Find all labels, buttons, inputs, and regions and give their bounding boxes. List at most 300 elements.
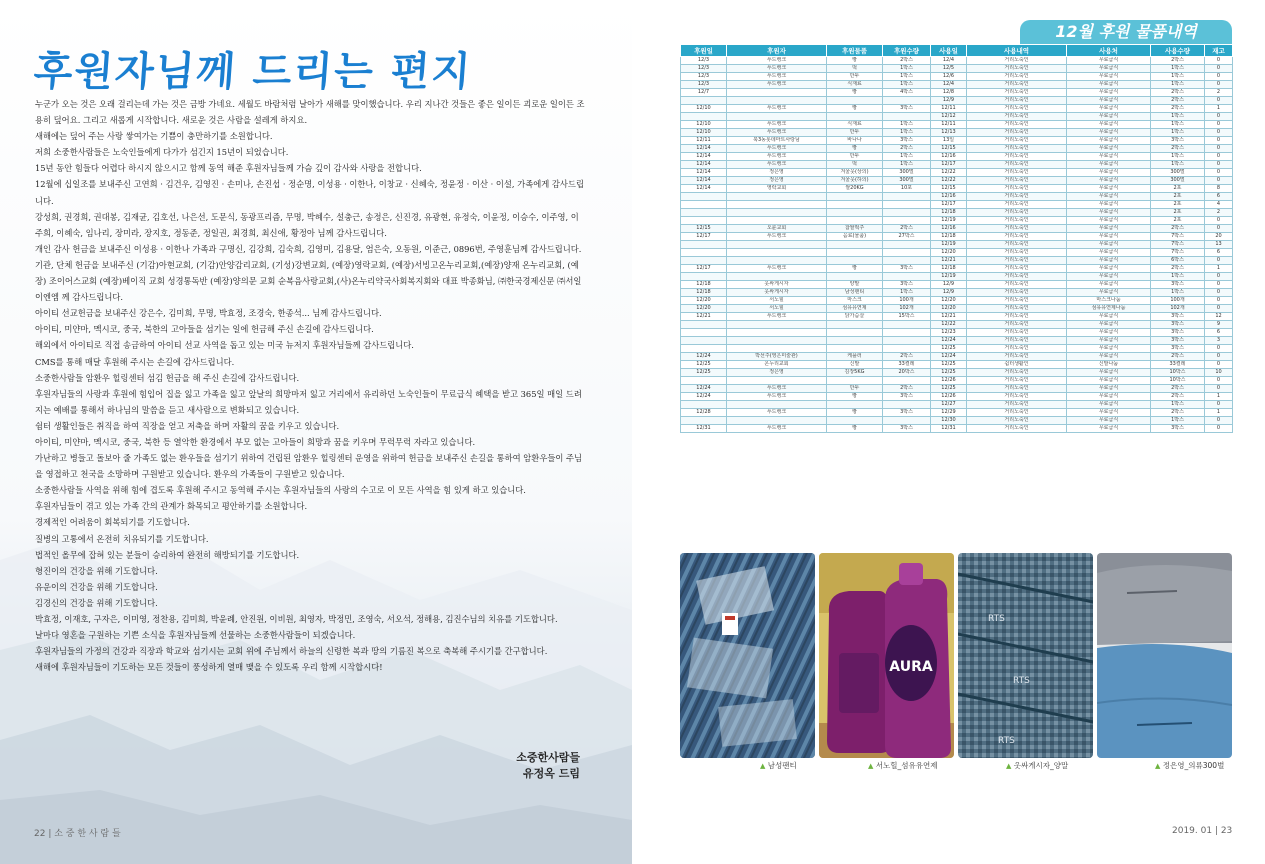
table-cell: 1박스 xyxy=(1151,129,1205,137)
table-cell: 20박스 xyxy=(883,369,931,377)
table-cell xyxy=(827,193,883,201)
table-cell: 푸드뱅크 xyxy=(727,81,827,89)
table-cell xyxy=(827,249,883,257)
table-cell: 거리노숙인 xyxy=(967,409,1067,417)
table-cell: 1박스 xyxy=(883,129,931,137)
table-cell: 무료급식 xyxy=(1067,345,1151,353)
table-cell: 6 xyxy=(1205,249,1233,257)
table-cell: 빵 xyxy=(827,57,883,65)
table-cell: 12/9 xyxy=(931,97,967,105)
table-cell: 무료급식 xyxy=(1067,329,1151,337)
table-cell: 12/28 xyxy=(681,409,727,417)
table-cell: 푸드뱅크 xyxy=(727,145,827,153)
letter-paragraph: 가난하고 병들고 돌보아 줄 가족도 없는 환우들을 섬기기 위하여 건립된 암환우 힐링센터 운영을 위하여 헌금을 보내주신 손길을 통하여 암환우들이 주님을 영접하고 천국을 소망하며 구원받고 있습니다. 환우의 가족들이 구원받고 있습니다. xyxy=(35,453,583,480)
table-cell: 만두 xyxy=(827,153,883,161)
header-stock: 재고 xyxy=(1205,45,1233,57)
table-cell: 무료급식 xyxy=(1067,377,1151,385)
table-cell: 서노힐 xyxy=(727,305,827,313)
table-cell: 12/14 xyxy=(681,185,727,193)
table-cell: 무료급식 xyxy=(1067,313,1151,321)
table-cell: 겨울옷(하의) xyxy=(827,177,883,185)
table-cell: 1박스 xyxy=(1151,161,1205,169)
table-cell xyxy=(681,417,727,425)
table-cell: 1박스 xyxy=(1151,81,1205,89)
table-cell: 무료급식 xyxy=(1067,73,1151,81)
table-cell: 12/15 xyxy=(931,145,967,153)
letter-paragraph: CMS를 통해 매달 후원해 주시는 손길에 감사드립니다. xyxy=(35,356,235,367)
table-cell: 거리노숙인 xyxy=(967,145,1067,153)
table-cell xyxy=(681,329,727,337)
table-cell: 12/5 xyxy=(931,65,967,73)
table-cell xyxy=(727,89,827,97)
table-cell xyxy=(883,257,931,265)
table-cell xyxy=(727,321,827,329)
letter-paragraph: 후원자님들의 사랑과 후원에 힘입어 집을 잃고 가족을 잃고 앞날의 희망마저 잃고 거리에서 유리하던 노숙인들이 무료급식 혜택을 받고 365일 매일 드려지는 예배를 통해서 하나님의 말씀을 듣고 새사람으로 변화되고 있습니다. xyxy=(35,388,582,415)
letter-paragraph: 강성희, 권경희, 권대봉, 김재균, 김호선, 나은선, 도문식, 동광프리즘, 무명, 박혜수, 설충근, 송정은, 신진경, 유광현, 유정숙, 이윤정, 이승수, 이주영, 이주희, 이혜숙, 임나리, 장미라, 장지호, 정동준, 정일권, 최경희, 최신애, 황정아 님께 감사드립니다. xyxy=(35,211,579,238)
table-cell: 쌀20KG xyxy=(827,185,883,193)
table-cell: 푸드뱅크 xyxy=(727,313,827,321)
table-cell xyxy=(681,249,727,257)
right-page xyxy=(632,0,1265,864)
table-cell: 1박스 xyxy=(883,161,931,169)
letter-paragraph: 날마다 영혼을 구원하는 기쁜 소식을 후원자님들께 선물하는 소중한사람들이 되겠습니다. xyxy=(35,630,356,641)
table-cell: 거리노숙인 xyxy=(967,89,1067,97)
table-cell: 0 xyxy=(1205,137,1233,145)
table-cell: 12/18 xyxy=(681,289,727,297)
table-cell: 무료급식 xyxy=(1067,145,1151,153)
table-cell: 무료급식 xyxy=(1067,273,1151,281)
table-cell: 1박스 xyxy=(1151,289,1205,297)
table-cell: 7박스 xyxy=(1151,241,1205,249)
photo-caption-text: 서노힐_섬유유연제 xyxy=(875,761,938,770)
table-cell: 거리노숙인 xyxy=(967,177,1067,185)
table-cell xyxy=(681,209,727,217)
table-cell: 12/4 xyxy=(931,81,967,89)
table-cell: 2박스 xyxy=(1151,393,1205,401)
table-cell xyxy=(727,249,827,257)
table-cell: 오륜교회 xyxy=(727,225,827,233)
table-cell: 12/20 xyxy=(681,305,727,313)
table-cell: 푸드뱅크 xyxy=(727,393,827,401)
table-cell xyxy=(883,241,931,249)
table-cell: 3박스 xyxy=(883,137,931,145)
table-cell: 영락교회 xyxy=(727,185,827,193)
table-cell: 0 xyxy=(1205,361,1233,369)
table-cell: 2포 xyxy=(1151,209,1205,217)
table-cell: 12/25 xyxy=(931,345,967,353)
letter-paragraph: 형진이의 건강을 위해 기도합니다. xyxy=(35,565,158,576)
table-cell: 무료급식 xyxy=(1067,409,1151,417)
table-cell: 1박스 xyxy=(883,121,931,129)
table-cell: 12/10 xyxy=(681,129,727,137)
table-cell: 무료급식 xyxy=(1067,137,1151,145)
table-cell: 1 xyxy=(1205,393,1233,401)
photo-rts-label: RTS xyxy=(998,736,1015,746)
table-cell: 신발 xyxy=(827,361,883,369)
table-row xyxy=(681,345,1233,353)
table-cell: 거리노숙인 xyxy=(967,313,1067,321)
table-cell: 4 xyxy=(1205,201,1233,209)
photo-socks-image xyxy=(958,553,1093,758)
table-cell xyxy=(827,329,883,337)
table-cell: 2박스 xyxy=(1151,105,1205,113)
table-cell: 2박스 xyxy=(1151,97,1205,105)
letter-paragraph: 15년 동안 힘들다 어렵다 하시지 않으시고 함께 동역 해준 후원자님들께 가슴 깊이 감사와 사랑을 전합니다. xyxy=(35,163,422,174)
table-cell: 무료급식 xyxy=(1067,385,1151,393)
letter-body xyxy=(35,96,585,675)
table-cell: 6 xyxy=(1205,193,1233,201)
table-cell: 10 xyxy=(1205,369,1233,377)
table-cell: 닭가슴살 xyxy=(827,313,883,321)
table-row xyxy=(681,57,1233,65)
table-cell xyxy=(827,241,883,249)
table-cell xyxy=(883,337,931,345)
table-cell: 무료급식 xyxy=(1067,265,1151,273)
table-row xyxy=(681,393,1233,401)
table-cell xyxy=(883,401,931,409)
table-cell: 12/10 xyxy=(681,121,727,129)
table-cell: 12/7 xyxy=(681,89,727,97)
table-cell: 거리노숙인 xyxy=(967,265,1067,273)
table-cell: 무료급식 xyxy=(1067,121,1151,129)
triangle-icon: ▲ xyxy=(1006,762,1012,770)
table-row xyxy=(681,353,1233,361)
table-row xyxy=(681,297,1233,305)
table-row xyxy=(681,409,1233,417)
table-cell: 100개 xyxy=(1151,297,1205,305)
table-cell: 12/9 xyxy=(931,289,967,297)
header-use-place: 사용처 xyxy=(1067,45,1151,57)
photo-caption xyxy=(1155,760,1265,771)
letter-paragraph: 소중한사람들 암환우 힐링센터 섬김 헌금을 해 주신 손길에 감사드립니다. xyxy=(35,372,300,383)
table-cell: 거리노숙인 xyxy=(967,425,1067,433)
table-cell: 3박스 xyxy=(1151,345,1205,353)
table-cell: 푸드뱅크 xyxy=(727,425,827,433)
table-cell xyxy=(827,273,883,281)
header-item: 후원물품 xyxy=(827,45,883,57)
table-cell: 푸드뱅크 xyxy=(727,233,827,241)
table-cell: 푸드뱅크 xyxy=(727,73,827,81)
header-use-qty: 사용수량 xyxy=(1151,45,1205,57)
table-row xyxy=(681,241,1233,249)
signature-org: 소중한사람들 xyxy=(516,751,580,764)
letter-paragraph: 12월에 십일조를 보내주신 고연희 · 김건우, 김영진 · 손미나, 손진섭 · 정순명, 이성용 · 이한나, 이창교 · 신혜숙, 정윤정 · 이산 · 이설, 가족에게 감사드립니다. xyxy=(35,179,584,206)
table-cell: 0 xyxy=(1205,297,1233,305)
table-cell: 쉼터생활인 xyxy=(967,361,1067,369)
table-cell: 12/14 xyxy=(681,177,727,185)
table-cell: 0 xyxy=(1205,161,1233,169)
table-cell: 1 xyxy=(1205,409,1233,417)
table-cell: 거리노숙인 xyxy=(967,273,1067,281)
table-cell: 무료급식 xyxy=(1067,57,1151,65)
photo-underwear-image xyxy=(680,553,815,758)
table-row xyxy=(681,121,1233,129)
table-cell: 2포 xyxy=(1151,201,1205,209)
table-cell: 10박스 xyxy=(1151,369,1205,377)
table-cell: 2박스 xyxy=(1151,409,1205,417)
table-cell: 김장5KG xyxy=(827,369,883,377)
table-cell: 무료급식 xyxy=(1067,177,1151,185)
table-cell: 온누리교회 xyxy=(727,361,827,369)
table-row xyxy=(681,385,1233,393)
table-cell: 3박스 xyxy=(883,265,931,273)
table-cell: 푸드뱅크 xyxy=(727,161,827,169)
table-cell: 0 xyxy=(1205,217,1233,225)
letter-paragraph: 질병의 고통에서 온전히 치유되기를 기도합니다. xyxy=(35,533,209,544)
table-cell: 옷싸게시자 xyxy=(727,289,827,297)
table-cell: 거리노숙인 xyxy=(967,417,1067,425)
table-cell: 푸드뱅크 xyxy=(727,105,827,113)
letter-title: 후원자님께 드리는 편지 xyxy=(32,49,474,95)
table-cell: 12/18 xyxy=(931,233,967,241)
table-row xyxy=(681,401,1233,409)
table-row xyxy=(681,417,1233,425)
letter-paragraph: 법적인 올무에 잡혀 있는 분들이 승리하여 완전히 해방되기를 기도합니다. xyxy=(35,549,300,560)
table-cell xyxy=(883,201,931,209)
table-cell: 거리노숙인 xyxy=(967,393,1067,401)
table-cell: 2포 xyxy=(1151,185,1205,193)
table-cell: 12/18 xyxy=(931,265,967,273)
table-row xyxy=(681,185,1233,193)
triangle-icon: ▲ xyxy=(868,762,874,770)
letter-paragraph: 후원자님들의 가정의 건강과 직장과 학교와 섬기시는 교회 위에 주님께서 하늘의 신령한 복과 땅의 기름진 복으로 축복해 주시기를 간구합니다. xyxy=(35,646,548,657)
table-cell: 식재료 xyxy=(827,81,883,89)
table-row xyxy=(681,217,1233,225)
table-cell: 4박스 xyxy=(883,89,931,97)
table-cell: 거리노숙인 xyxy=(967,113,1067,121)
table-row xyxy=(681,105,1233,113)
table-cell: 12/24 xyxy=(931,353,967,361)
table-cell: 12/17 xyxy=(681,233,727,241)
table-cell: 33켤레 xyxy=(883,361,931,369)
table-cell: 섬유유연제나눔 xyxy=(1067,305,1151,313)
table-row xyxy=(681,177,1233,185)
table-cell: 20 xyxy=(1205,233,1233,241)
table-cell: 2박스 xyxy=(1151,89,1205,97)
photo-caption-text: 남성팬티 xyxy=(767,761,797,770)
table-cell: 12/22 xyxy=(931,321,967,329)
table-cell: 12/24 xyxy=(681,385,727,393)
table-cell xyxy=(681,345,727,353)
table-cell: 2포 xyxy=(1151,217,1205,225)
table-cell xyxy=(827,201,883,209)
table-cell: 0 xyxy=(1205,289,1233,297)
table-cell: 무료급식 xyxy=(1067,369,1151,377)
table-cell: 0 xyxy=(1205,425,1233,433)
photo-rts-label: RTS xyxy=(1013,676,1030,686)
table-cell: 300벌 xyxy=(1151,169,1205,177)
table-cell: 무료급식 xyxy=(1067,249,1151,257)
table-cell: 12/29 xyxy=(931,409,967,417)
photo-aura-label: AURA xyxy=(889,659,933,675)
left-page xyxy=(0,0,632,864)
table-cell: 만두 xyxy=(827,385,883,393)
table-cell: 0 xyxy=(1205,145,1233,153)
table-cell: 거리노숙인 xyxy=(967,161,1067,169)
table-cell: 12/20 xyxy=(931,305,967,313)
table-cell: 무료급식 xyxy=(1067,129,1151,137)
table-row xyxy=(681,65,1233,73)
table-cell: 12/9 xyxy=(931,281,967,289)
letter-paragraph: 기관, 단체 헌금을 보내주신 (기감)아현교회, (기감)안양감리교회, (기성)강변교회, (예장)영락교회, (예장)서빙고온누리교회,(예장)양재 온누리교회, (예장) 조이어스교회 (예장)베이직 교회 성경통독반 (예장)양의문 교회 순복음사랑교회,(사)온누리약국사회복지회와 대표 박종화님, ㈜한국경제신문 ㈜서일이엔엠 께 감사드립니다. xyxy=(35,259,582,303)
table-cell: 2 xyxy=(1205,209,1233,217)
table-row xyxy=(681,265,1233,273)
table-cell xyxy=(681,257,727,265)
table-row xyxy=(681,225,1233,233)
header-use-detail: 사용내역 xyxy=(967,45,1067,57)
table-cell: 거리노숙인 xyxy=(967,401,1067,409)
table-cell: 찹쌀떡주 xyxy=(827,225,883,233)
table-row xyxy=(681,321,1233,329)
table-cell: 12/26 xyxy=(931,377,967,385)
table-cell: 1박스 xyxy=(883,289,931,297)
table-cell: 식재료 xyxy=(827,121,883,129)
table-cell: 빵 xyxy=(827,393,883,401)
table-cell xyxy=(681,217,727,225)
table-cell: 1박스 xyxy=(1151,273,1205,281)
table-cell: 12/20 xyxy=(931,297,967,305)
table-cell: 12/26 xyxy=(931,393,967,401)
table-cell: 10포 xyxy=(883,185,931,193)
table-cell: 2박스 xyxy=(883,225,931,233)
table-cell xyxy=(827,321,883,329)
table-row xyxy=(681,193,1233,201)
table-cell: 무료급식 xyxy=(1067,425,1151,433)
table-row xyxy=(681,313,1233,321)
table-cell xyxy=(883,193,931,201)
table-cell: 마스크나눔 xyxy=(1067,297,1151,305)
table-cell: 3박스 xyxy=(1151,329,1205,337)
table-cell: 2박스 xyxy=(1151,145,1205,153)
table-cell: 만두 xyxy=(827,129,883,137)
table-cell xyxy=(727,193,827,201)
table-title: 12월 후원 물품내역 xyxy=(1020,20,1232,44)
table-cell: 12/16 xyxy=(931,153,967,161)
table-cell: 정은영 xyxy=(727,177,827,185)
table-cell xyxy=(727,337,827,345)
table-row xyxy=(681,81,1233,89)
table-cell: 3박스 xyxy=(1151,321,1205,329)
table-cell xyxy=(681,377,727,385)
table-cell: 300벌 xyxy=(1151,177,1205,185)
table-cell: 푸드뱅크 xyxy=(727,121,827,129)
table-cell: 무료급식 xyxy=(1067,417,1151,425)
table-cell: 0 xyxy=(1205,257,1233,265)
table-cell: 거리노숙인 xyxy=(967,129,1067,137)
table-cell xyxy=(883,417,931,425)
table-cell xyxy=(681,97,727,105)
table-cell: 만두 xyxy=(827,73,883,81)
table-cell: 12/25 xyxy=(931,369,967,377)
table-cell: 12/22 xyxy=(931,177,967,185)
letter-paragraph: 누군가 오는 것은 오래 걸리는데 가는 것은 금방 가네요. 세월도 바람처럼 날아가 새해를 맞이했습니다. 우리 지나간 것들은 좋은 일이든 괴로운 일이든 조용히 덮어요. 그리고 새롭게 시작합니다. 새로운 것은 사람을 설레게 하지요. xyxy=(35,99,585,126)
table-row xyxy=(681,249,1233,257)
table-cell: 거리노숙인 xyxy=(967,121,1067,129)
table-cell: 3박스 xyxy=(883,393,931,401)
table-cell: 1 xyxy=(1205,105,1233,113)
table-cell: 거리노숙인 xyxy=(967,281,1067,289)
table-cell: 0 xyxy=(1205,97,1233,105)
table-cell xyxy=(883,97,931,105)
table-row xyxy=(681,273,1233,281)
table-cell: 3박스 xyxy=(883,281,931,289)
table-cell: 거리노숙인 xyxy=(967,169,1067,177)
table-cell: 2박스 xyxy=(883,353,931,361)
photo-caption xyxy=(1006,760,1176,771)
table-cell: 떡 xyxy=(827,161,883,169)
table-cell: 음료(물품) xyxy=(827,233,883,241)
table-row xyxy=(681,113,1233,121)
table-cell: 3박스 xyxy=(1151,137,1205,145)
table-cell: 서노힐 xyxy=(727,297,827,305)
table-cell: 거리노숙인 xyxy=(967,81,1067,89)
table-cell: 무료급식 xyxy=(1067,217,1151,225)
table-cell: 12/11 xyxy=(681,137,727,145)
table-cell: 27박스 xyxy=(883,233,931,241)
table-cell: 거리노숙인 xyxy=(967,73,1067,81)
table-cell: 무료급식 xyxy=(1067,401,1151,409)
table-cell xyxy=(681,273,727,281)
table-cell: 겨울옷(상의) xyxy=(827,169,883,177)
table-cell: 무료급식 xyxy=(1067,153,1151,161)
table-cell xyxy=(827,337,883,345)
table-cell: 12/17 xyxy=(681,265,727,273)
photo-underwear xyxy=(680,553,815,770)
signature-name: 유정옥 드림 xyxy=(523,767,580,780)
table-cell: 거리노숙인 xyxy=(967,233,1067,241)
table-cell: 0 xyxy=(1205,169,1233,177)
table-cell: 1박스 xyxy=(883,73,931,81)
table-row xyxy=(681,201,1233,209)
table-cell: 12/3 xyxy=(681,73,727,81)
table-cell: 1박스 xyxy=(1151,121,1205,129)
photo-clothing xyxy=(1097,553,1232,770)
table-cell: 거리노숙인 xyxy=(967,137,1067,145)
table-cell: 2박스 xyxy=(883,385,931,393)
letter-paragraph: 박효정, 이재호, 구자은, 이미영, 정찬용, 김미희, 박윤례, 안진원, 이비원, 최영자, 박정민, 조영숙, 서오석, 정해용, 김진수님의 치유를 기도합니다. xyxy=(35,614,558,624)
table-cell: 3박스 xyxy=(883,105,931,113)
table-cell: 2포 xyxy=(1151,193,1205,201)
signature xyxy=(516,750,580,782)
table-row xyxy=(681,281,1233,289)
table-cell: 무료급식 xyxy=(1067,353,1151,361)
table-cell: 0 xyxy=(1205,345,1233,353)
table-cell: 무료급식 xyxy=(1067,105,1151,113)
table-cell: 거리노숙인 xyxy=(967,305,1067,313)
table-cell: 0 xyxy=(1205,121,1233,129)
letter-paragraph: 저희 소중한사람들은 노숙인들에게 다가가 섬긴지 15년이 되었습니다. xyxy=(35,147,289,158)
table-cell: 무료급식 xyxy=(1067,201,1151,209)
page-number-right: 2019. 01 | 23 xyxy=(1172,826,1233,836)
table-cell: 0 xyxy=(1205,417,1233,425)
table-cell xyxy=(883,113,931,121)
table-cell xyxy=(681,201,727,209)
table-cell: 0 xyxy=(1205,113,1233,121)
table-cell xyxy=(883,217,931,225)
table-cell: 3박스 xyxy=(1151,425,1205,433)
triangle-icon: ▲ xyxy=(1155,762,1161,770)
table-cell: 1박스 xyxy=(1151,73,1205,81)
table-cell: 7박스 xyxy=(1151,249,1205,257)
table-row xyxy=(681,233,1233,241)
table-cell xyxy=(727,401,827,409)
table-cell: 거리노숙인 xyxy=(967,185,1067,193)
table-cell: 12/17 xyxy=(931,201,967,209)
table-cell: 0 xyxy=(1205,401,1233,409)
letter-paragraph: 새해에는 덮어 주는 사랑 쌓여가는 기쁨이 충만하기를 소원합니다. xyxy=(35,131,273,142)
table-cell xyxy=(827,401,883,409)
table-cell: 푸드뱅크 xyxy=(727,129,827,137)
